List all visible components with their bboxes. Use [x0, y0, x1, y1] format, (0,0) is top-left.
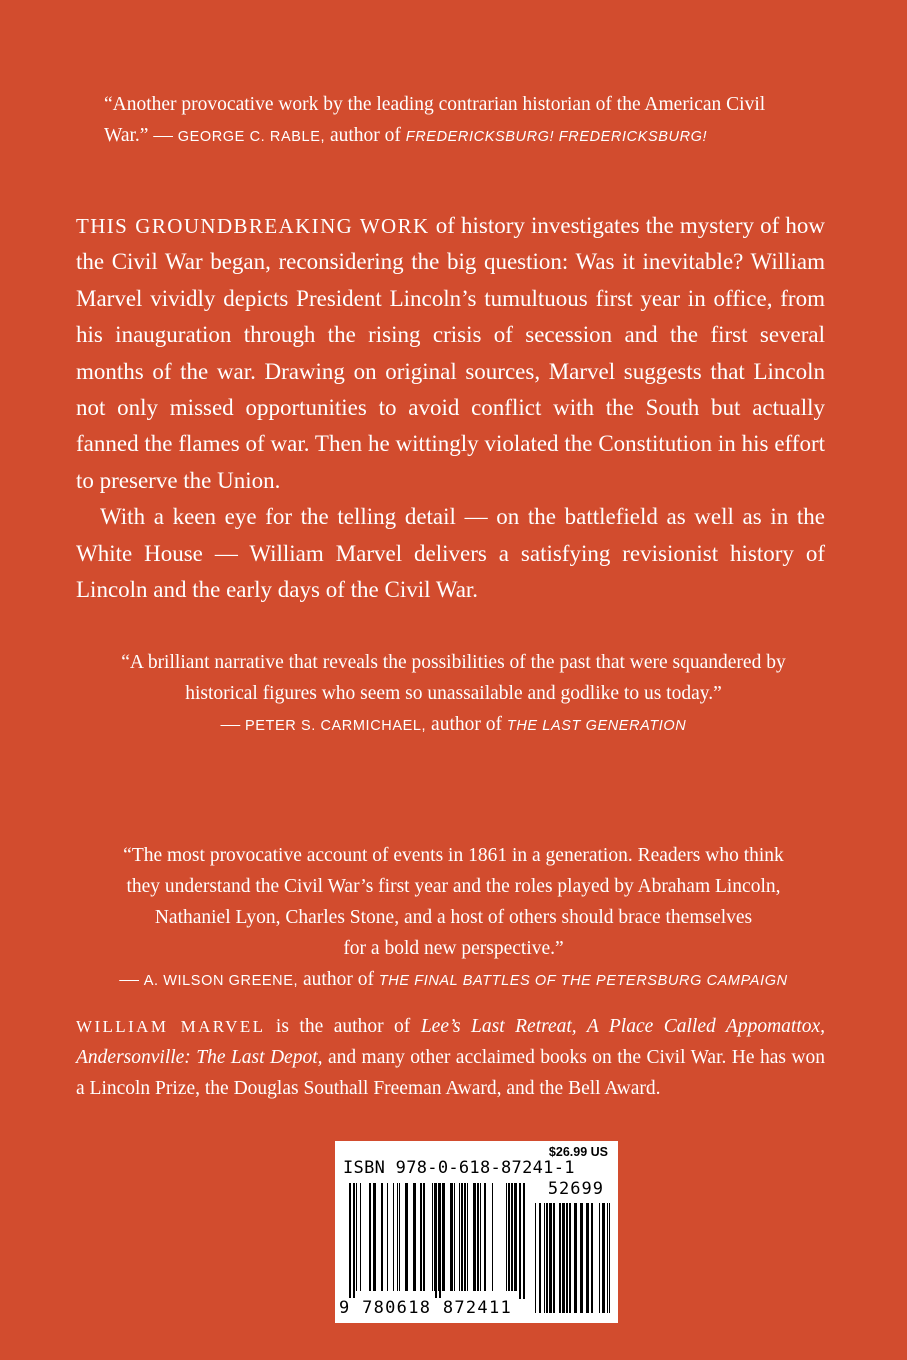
quote-author-of: author of — [431, 714, 502, 735]
ean-code: 9 780618 872411 — [339, 1298, 513, 1318]
barcode-stripe — [461, 1183, 463, 1291]
author-bio — [76, 1011, 825, 1104]
barcode-stripe — [511, 1183, 513, 1291]
description-paragraph-2: With a keen eye for the telling detail — on the battlefield as well as in the White House — William Marvel delivers a satisfying revisionist history of Lincoln and the early days of the Civil War. — [76, 504, 825, 603]
barcode-guard-bar — [519, 1183, 521, 1299]
barcode-stripe — [599, 1203, 600, 1313]
barcode-stripe — [569, 1203, 571, 1313]
quote-attribution — [76, 709, 831, 742]
review-quote-carmichael — [76, 647, 831, 742]
quote-book-title: THE LAST GENERATION — [506, 718, 687, 734]
barcode-guard-bar — [353, 1183, 355, 1299]
barcode-stripe — [506, 1183, 507, 1291]
barcode-stripe — [609, 1203, 610, 1313]
barcode-stripe — [473, 1183, 476, 1291]
barcode-stripe — [580, 1203, 583, 1313]
barcode-stripe — [393, 1183, 394, 1291]
barcode-stripe — [544, 1203, 545, 1313]
barcode-stripe — [360, 1183, 361, 1291]
barcode-stripe — [373, 1183, 376, 1291]
barcode-stripe — [467, 1183, 468, 1291]
barcode-stripe — [535, 1203, 536, 1313]
review-quote-rable — [104, 89, 804, 153]
description-lead-in: THIS GROUNDBREAKING WORK — [76, 214, 430, 238]
quote-author: A. WILSON GREENE, — [143, 973, 299, 989]
barcode-stripe — [514, 1183, 517, 1291]
barcode-stripe — [413, 1183, 416, 1291]
barcode-stripe — [442, 1183, 445, 1291]
bio-text-1: is the author of — [275, 1016, 411, 1037]
barcode-stripe — [607, 1203, 608, 1313]
quote-attribution — [76, 964, 831, 997]
barcode-guard-bar — [435, 1183, 437, 1299]
barcode-guard-bar — [439, 1183, 441, 1299]
attribution-dash: — — [119, 969, 139, 990]
quote-text: “Another provocative work by the leading contrarian historian of the American Civil War.” — — [104, 94, 766, 146]
review-quote-greene — [76, 840, 831, 997]
bio-book-titles: Lee’s Last Retreat, A Place Called Appomattox, Andersonville: The Last Depot, — [76, 1016, 826, 1068]
barcode-stripe — [566, 1203, 568, 1313]
quote-author: GEORGE C. RABLE, — [177, 129, 326, 145]
description-paragraph-1 — [76, 208, 825, 499]
barcode-stripe — [591, 1203, 593, 1313]
quote-line: “A brilliant narrative that reveals the possibilities of the past that were squandered by — [121, 652, 786, 673]
isbn-barcode-label — [335, 1141, 618, 1323]
barcode-stripe — [454, 1183, 455, 1291]
barcode-stripe — [369, 1183, 371, 1291]
quote-line: they understand the Civil War’s first year and the roles played by Abraham Lincoln, — [126, 876, 781, 897]
barcode-stripe — [480, 1183, 481, 1291]
quote-line: “The most provocative account of events in 1861 in a generation. Readers who think — [123, 845, 784, 866]
barcode-stripe — [546, 1203, 548, 1313]
barcode-stripe — [399, 1183, 400, 1291]
quote-author: PETER S. CARMICHAEL, — [244, 718, 427, 734]
barcode-stripe — [381, 1183, 383, 1291]
barcode-stripe — [459, 1183, 460, 1291]
barcode-stripe — [356, 1183, 357, 1291]
barcode-stripe — [420, 1183, 422, 1291]
barcode-stripe — [477, 1183, 479, 1291]
barcode-stripe — [549, 1203, 552, 1313]
barcode-stripe — [450, 1183, 453, 1291]
barcode-stripe — [405, 1183, 408, 1291]
barcode-stripe — [484, 1183, 486, 1291]
author-name: WILLIAM MARVEL — [76, 1017, 266, 1036]
quote-line: for a bold new perspective.” — [343, 938, 564, 959]
addon-code: 52699 — [547, 1179, 604, 1199]
barcode-stripe — [586, 1203, 589, 1313]
barcode-guard-bar — [523, 1183, 525, 1299]
barcode-stripe — [423, 1183, 425, 1291]
quote-author-of: author of — [303, 969, 374, 990]
barcode-stripe — [432, 1183, 433, 1291]
book-description — [76, 208, 825, 608]
barcode-stripe — [464, 1183, 466, 1291]
quote-book-title: THE FINAL BATTLES OF THE PETERSBURG CAMPAIGN — [378, 973, 788, 989]
barcode-stripe — [387, 1183, 388, 1291]
barcode-stripe — [602, 1203, 605, 1313]
barcode-stripe — [553, 1203, 555, 1313]
description-p1-text: of history investigates the mystery of how the Civil War began, reconsidering the big question: Was it inevitable? William Marvel vividly depicts President Lincoln’s tumultuous first year in office, from his inauguration through the rising crisis of secession and the first several months of the war. Drawing on original sources, Marvel suggests that Lincoln not only missed opportunities to avoid conflict with the South but actually fanned the flames of war. Then he wittingly violated the Constitution in his effort to preserve the Union. — [76, 213, 826, 493]
barcode-stripe — [559, 1203, 561, 1313]
barcode-stripe — [562, 1203, 565, 1313]
barcode-stripe — [492, 1183, 493, 1291]
bio-text-2: and many other acclaimed books on the Civil War. He has won a Lincoln Prize, the Douglas Southall Freeman Award, and the Bell Award. — [76, 1047, 825, 1099]
barcode-guard-bar — [349, 1183, 351, 1299]
isbn-number: ISBN 978-0-618-87241-1 — [343, 1158, 575, 1178]
barcode-stripe — [508, 1183, 510, 1291]
quote-author-of: author of — [329, 125, 401, 146]
price-label: $26.99 US — [548, 1145, 608, 1159]
quote-line: Nathaniel Lyon, Charles Stone, and a host of others should brace themselves — [154, 907, 753, 928]
quote-book-title: FREDERICKSBURG! FREDERICKSBURG! — [405, 129, 708, 145]
attribution-dash: — — [220, 714, 241, 735]
barcode-stripe — [574, 1203, 577, 1313]
barcode-stripe — [397, 1183, 398, 1291]
quote-line: historical figures who seem so unassailable and godlike to us today.” — [185, 683, 722, 704]
barcode-stripe — [539, 1203, 541, 1313]
